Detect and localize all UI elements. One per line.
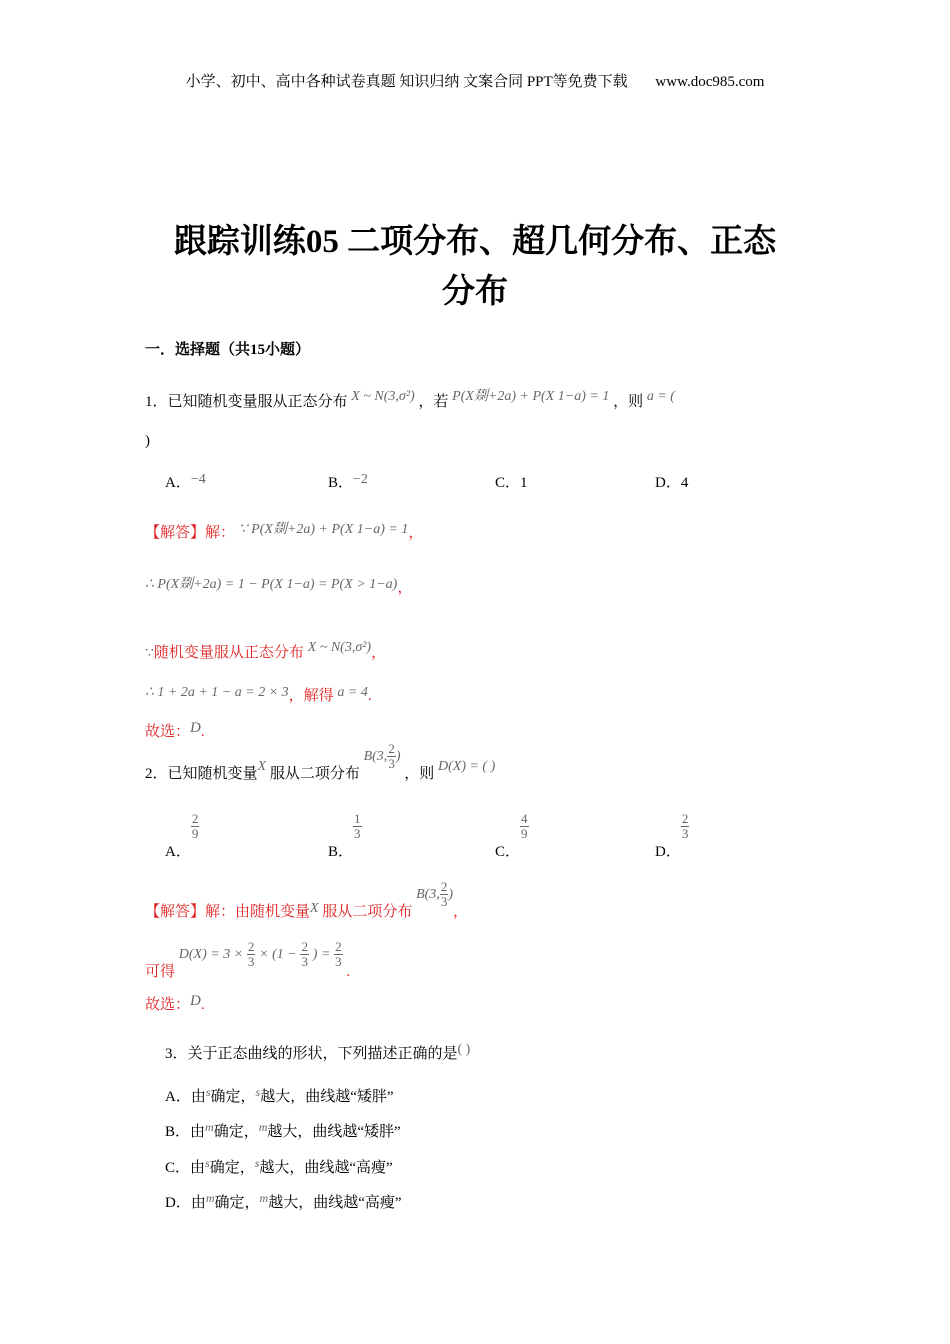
frac-den: 3 [247,954,255,969]
q3-option-text-a: 确定， [209,1160,255,1176]
frac-den: 9 [521,826,528,841]
q2-dist [363,741,401,771]
frac-den: 3 [681,826,689,841]
q3-option-text-a: 确定， [210,1089,256,1105]
header-text: 小学、初中、高中各种试卷真题 知识归纳 文案合同 PPT等免费下载 [185,74,628,90]
q2-sol-dist-pre: B(3, [416,886,440,902]
q1-solution-line2 [145,576,412,597]
q3-option-sym: m [205,1191,215,1205]
frac-den: 3 [440,894,448,909]
q2-answer-value: D [190,993,201,1009]
q2-sol2-math [178,939,347,969]
q1-sol4-math: ∴ 1 + 2a + 1 − a = 2 × 3 [145,685,289,700]
q2-sol-var: X [310,900,319,916]
q2-sol-comma: ， [452,903,468,920]
q3-option-sym2: m [259,1191,269,1205]
q1-answer-value: D [190,720,201,736]
q1-sol3-sym: ∵ [145,646,154,661]
q2-option-label: B． [328,843,354,860]
q2-option-label: A． [165,843,191,860]
frac-num: 2 [335,939,342,954]
q3-option-text-b: 越大，曲线越“矮胖” [260,1089,394,1105]
q1-cond: P(X剟+2a) + P(X 1−a) = 1 [452,389,610,404]
page-title-line2: 分布 [442,274,508,310]
q1-answer-label: 故选： [145,724,191,740]
q2-answer-label: 故选： [145,997,191,1013]
q1-option-value: 1 [520,475,528,491]
frac-den: 3 [301,954,308,969]
q1-close: ) [145,433,150,449]
q1-sol2-comma: ， [397,580,413,596]
q3-option-a[interactable] [165,1085,394,1106]
q1-option-label: B． [328,475,354,491]
frac-den: 3 [354,826,361,841]
q2-option-c[interactable] [495,811,529,860]
q3-option-sym: s [205,1085,211,1099]
q1-option-d[interactable] [655,471,688,492]
q2-option-frac [681,812,690,841]
q2-tail: ，则 [404,765,435,782]
q3-option-b[interactable] [165,1120,401,1141]
q3-option-sym2: m [258,1120,268,1134]
q2-sol2-frac2 [300,940,309,969]
q2-sol2-period: . [346,963,351,980]
q1-answer [145,720,205,741]
q1-solution-line3 [145,641,386,662]
q2-sol-mid: 服从二项分布 [322,903,413,920]
q2-sol2-a: D(X) = 3 × [178,946,244,962]
q3-option-sym: s [205,1156,210,1170]
q2-option-a[interactable] [165,811,199,860]
q2-sol2-text: 可得 [145,963,176,980]
q1-option-b[interactable] [328,471,368,492]
q1-sol3-comma: ， [371,645,387,661]
q2-sol-dist-post: ) [448,886,453,902]
q2-var: X [257,758,267,774]
q3-option-text-b: 越大，曲线越“高瘦” [268,1195,402,1211]
q1-sol1-math: ∵ P(X剟+2a) + P(X 1−a) = 1 [238,522,409,537]
frac-num: 4 [521,811,528,826]
q2-option-frac [191,812,200,841]
q2-mid: 服从二项分布 [269,765,360,782]
q3-option-c[interactable] [165,1156,393,1177]
q2-answer [145,993,205,1014]
q2-solution-line1 [145,879,468,927]
frac-den: 9 [191,826,199,841]
page-header [0,70,950,91]
q2-dist-post: ) [395,748,401,764]
frac-num: 1 [354,811,361,826]
q3-option-label: B．由 [165,1124,206,1140]
q3-option-text-b: 越大，曲线越“矮胖” [267,1124,401,1140]
q2-sol2-b: × (1 − [259,946,297,962]
frac-num: 2 [247,939,255,954]
q2-prefix: 2．已知随机变量 [145,765,258,782]
q3-option-label: D．由 [165,1195,206,1211]
q1-option-value: −4 [190,472,206,487]
q1-answer-period: . [200,724,205,740]
q1-sol3-math: X ~ N(3,σ²) [307,640,372,655]
q1-sol1-comma: ， [408,525,424,541]
q2-sol2-frac1 [247,940,256,969]
q2-ask: D(X) = ( ) [438,758,496,774]
q3-option-text-a: 确定， [213,1124,259,1140]
q1-sol3-text: 随机变量服从正态分布 [153,645,304,661]
q1-option-label: C． [495,475,521,491]
q3-prefix: 3．关于正态曲线的形状，下列描述正确的是 [165,1046,458,1062]
q3-option-sym2: s [255,1085,261,1099]
q2-option-frac [520,812,529,841]
q1-mid: ，若 [418,394,449,410]
frac-num: 2 [681,811,689,826]
q2-sol-head: 【解答】解：由随机变量 [145,903,311,920]
frac-num: 2 [301,939,308,954]
q2-option-label: D． [655,843,681,860]
frac-den: 3 [335,954,342,969]
section-heading: 一．选择题（共15小题） [145,342,311,358]
q2-option-frac [353,812,362,841]
q2-stem [145,741,496,789]
q1-option-a[interactable] [165,471,206,492]
q1-sol4-math2: a = 4 [337,685,368,700]
q2-option-d[interactable] [655,811,689,860]
page-title-line1: 跟踪训练05 二项分布、超几何分布、正态 [173,224,777,260]
header-site: www.doc985.com [655,74,765,90]
q2-option-label: C． [495,843,521,860]
q2-dist-frac [387,742,396,771]
q3-option-d[interactable] [165,1191,402,1212]
q1-option-label: A． [165,475,191,491]
q1-solution-line4 [145,684,372,705]
q2-option-b[interactable] [328,811,362,860]
q1-sol-head: 【解答】解： [145,525,236,541]
q2-sol2-c: ) = [312,946,331,962]
q1-stem [145,390,675,411]
q3-stem [165,1042,470,1063]
q3-option-label: C．由 [165,1160,206,1176]
frac-num: 2 [191,811,199,826]
q1-solution-line1 [145,521,423,542]
q3-option-text-a: 确定， [214,1195,260,1211]
q1-sol2-math: ∴ P(X剟+2a) = 1 − P(X 1−a) = P(X > 1−a) [145,577,398,592]
q3-paren: ( ) [457,1042,471,1057]
q3-option-label: A．由 [165,1089,206,1105]
frac-num: 2 [440,879,448,894]
q1-option-c[interactable] [495,471,528,492]
q3-option-sym: m [205,1120,214,1134]
q2-sol-dist [416,879,453,909]
q1-sol4-text: ，解得 [288,688,334,704]
q3-option-text-b: 越大，曲线越“高瘦” [259,1160,393,1176]
q1-option-value: −2 [353,472,368,487]
q1-option-label: D． [655,475,681,491]
q1-sol4-period: . [367,688,372,704]
q1-ask: a = ( [646,389,675,404]
q1-tail: ，则 [613,394,644,410]
q1-prefix: 1．已知随机变量服从正态分布 [145,394,348,410]
q2-sol2-frac3 [334,940,343,969]
q2-dist-pre: B(3, [363,748,388,764]
q1-option-value: 4 [680,475,689,491]
q2-solution-line2 [145,939,351,987]
q1-dist: X ~ N(3,σ²) [351,389,415,404]
q3-option-sym2: s [254,1156,260,1170]
frac-den: 3 [388,756,395,771]
frac-num: 2 [388,741,395,756]
q2-answer-period: . [200,997,205,1013]
